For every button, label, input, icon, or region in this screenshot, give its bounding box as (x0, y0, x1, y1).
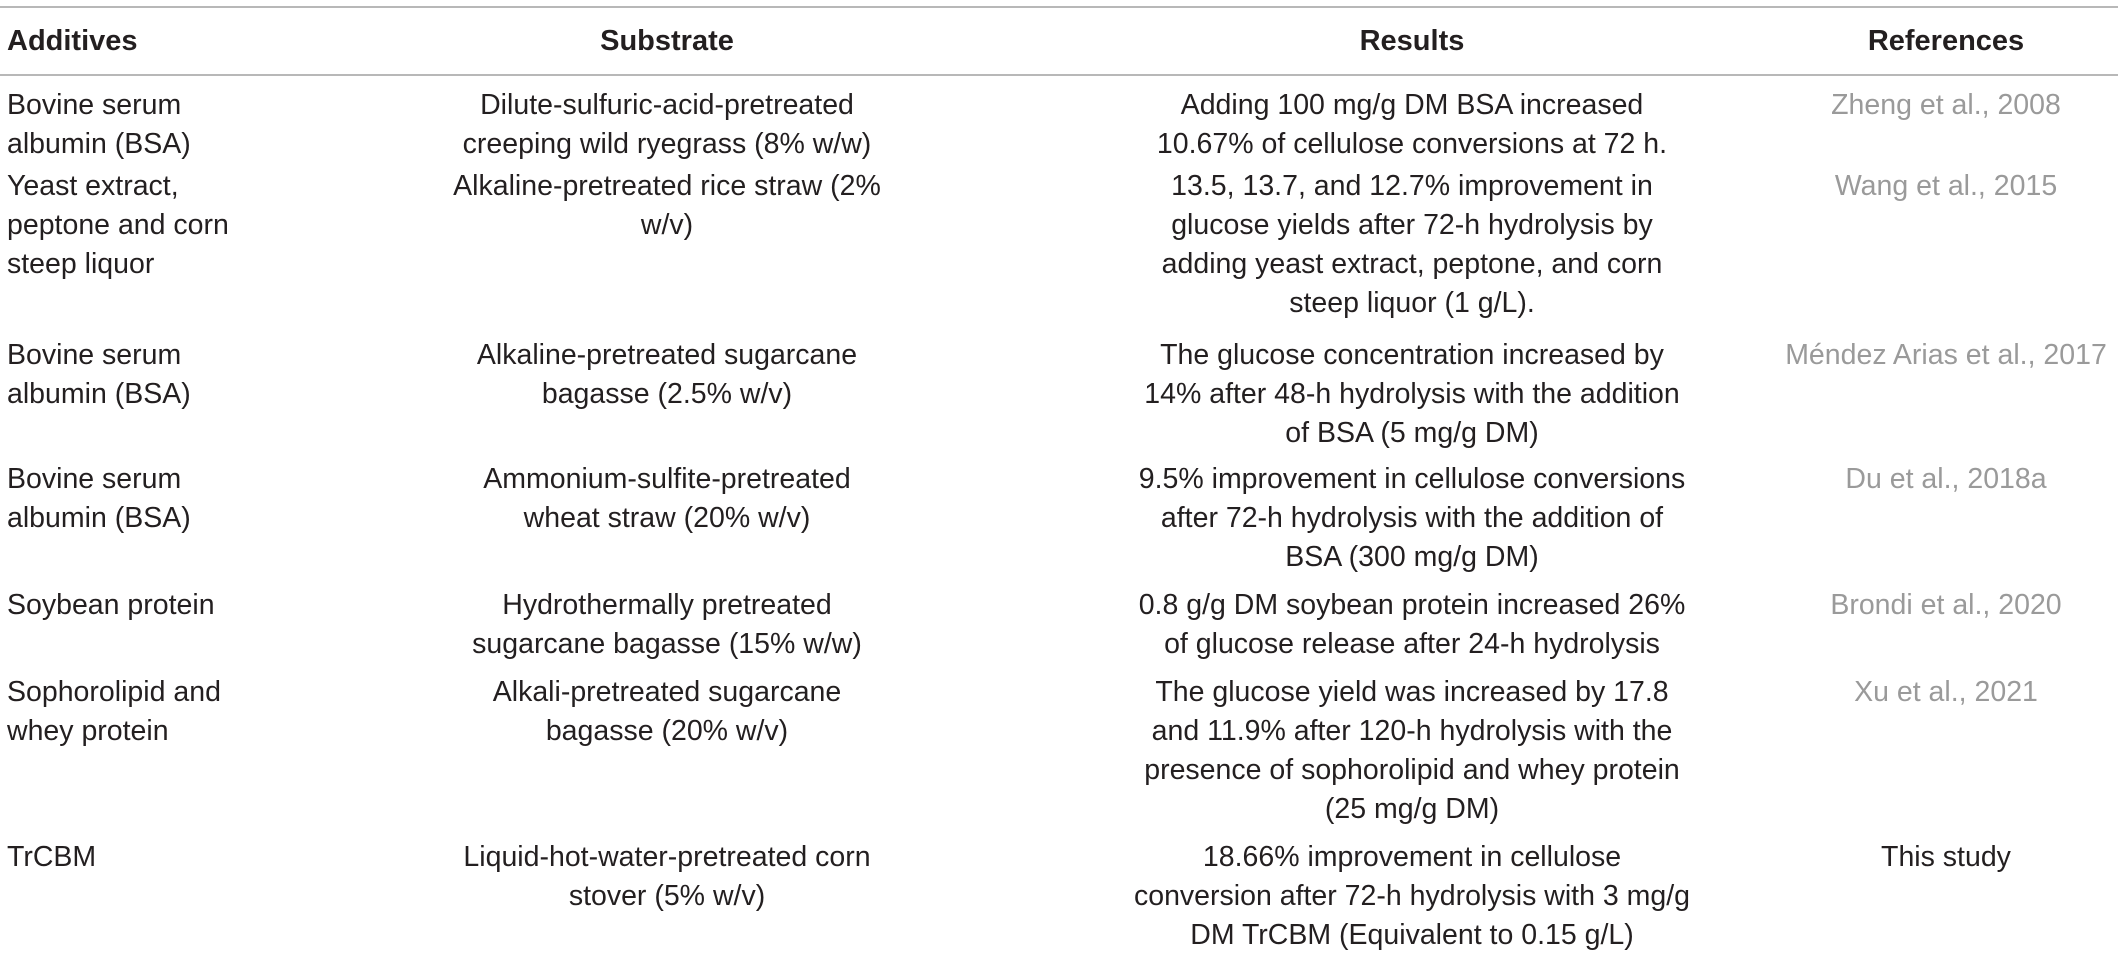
results-text: The glucose yield was increased by 17.8 and 11.9% after 120-h hydrolysis with the presence of sophorolipid and whey protein (25 mg/g DM) (1144, 676, 1680, 825)
reference-link[interactable]: Du et al., 2018a (1845, 463, 2047, 495)
table-body (0, 75, 2118, 958)
results-text: 18.66% improvement in cellulose conversion after 72-h hydrolysis with 3 mg/g DM TrCBM (Equivalent to 0.15 g/L) (1133, 841, 1690, 951)
additives-cell (0, 331, 277, 457)
results-text: Adding 100 mg/g DM BSA increased 10.67% of cellulose conversions at 72 h. (1156, 89, 1668, 160)
substrate-cell (277, 331, 1057, 457)
additives-text: Bovine serum albumin (BSA) (7, 89, 191, 160)
results-cell (1057, 583, 1767, 670)
substrate-cell (277, 835, 1057, 958)
table-row (0, 164, 2118, 331)
additives-comparison-table (0, 6, 2118, 958)
additives-cell (0, 164, 277, 331)
header-row (0, 7, 2118, 75)
results-text: The glucose concentration increased by 14% after 48-h hydrolysis with the addition of BSA (5 mg/g DM) (1144, 339, 1680, 449)
additives-cell (0, 75, 277, 164)
reference-link[interactable]: Zheng et al., 2008 (1831, 89, 2061, 121)
substrate-cell (277, 583, 1057, 670)
results-cell (1057, 670, 1767, 835)
table-row (0, 835, 2118, 958)
results-cell (1057, 164, 1767, 331)
substrate-cell (277, 164, 1057, 331)
substrate-cell (277, 670, 1057, 835)
results-cell (1057, 75, 1767, 164)
substrate-text: Alkali-pretreated sugarcane bagasse (20% w/v) (492, 676, 842, 747)
additives-text: Yeast extract, peptone and corn steep liquor (7, 170, 229, 280)
table-row (0, 457, 2118, 583)
results-text: 13.5, 13.7, and 12.7% improvement in glucose yields after 72-h hydrolysis by adding yeast extract, peptone, and corn steep liquor (1 g/L). (1161, 170, 1663, 319)
additives-text: Soybean protein (7, 589, 215, 621)
table-row (0, 331, 2118, 457)
header-substrate: Substrate (600, 24, 734, 57)
header-additives: Additives (7, 24, 138, 57)
table-row (0, 75, 2118, 164)
results-cell (1057, 835, 1767, 958)
additives-cell (0, 670, 277, 835)
table-header (0, 7, 2118, 75)
substrate-text: Alkaline-pretreated sugarcane bagasse (2.5% w/v) (476, 339, 858, 410)
reference-link[interactable]: Xu et al., 2021 (1854, 676, 2038, 708)
reference-link[interactable]: Wang et al., 2015 (1834, 170, 2058, 202)
results-text: 9.5% improvement in cellulose conversions after 72-h hydrolysis with the addition of BSA (300 mg/g DM) (1138, 463, 1686, 573)
additives-cell (0, 457, 277, 583)
substrate-cell (277, 75, 1057, 164)
table-row (0, 583, 2118, 670)
substrate-text: Liquid-hot-water-pretreated corn stover (5% w/v) (463, 841, 871, 912)
header-references: References (1867, 24, 2025, 57)
substrate-text: Dilute-sulfuric-acid-pretreated creeping wild ryegrass (8% w/w) (462, 89, 872, 160)
substrate-text: Hydrothermally pretreated sugarcane bagasse (15% w/w) (472, 589, 862, 660)
substrate-text: Ammonium-sulfite-pretreated wheat straw (20% w/v) (483, 463, 851, 534)
results-cell (1057, 457, 1767, 583)
additives-text: Bovine serum albumin (BSA) (7, 339, 191, 410)
additives-cell (0, 835, 277, 958)
additives-text: TrCBM (7, 841, 97, 873)
results-cell (1057, 331, 1767, 457)
results-text: 0.8 g/g DM soybean protein increased 26% of glucose release after 24-h hydrolysis (1138, 589, 1686, 660)
reference-text: This study (1881, 841, 2011, 873)
reference-link[interactable]: Méndez Arias et al., 2017 (1785, 339, 2107, 371)
additives-text: Bovine serum albumin (BSA) (7, 463, 191, 534)
additives-text: Sophorolipid and whey protein (7, 676, 221, 747)
additives-cell (0, 583, 277, 670)
table-row (0, 670, 2118, 835)
substrate-cell (277, 457, 1057, 583)
reference-link[interactable]: Brondi et al., 2020 (1830, 589, 2062, 621)
substrate-text: Alkaline-pretreated rice straw (2% w/v) (453, 170, 881, 241)
header-results: Results (1359, 24, 1465, 57)
